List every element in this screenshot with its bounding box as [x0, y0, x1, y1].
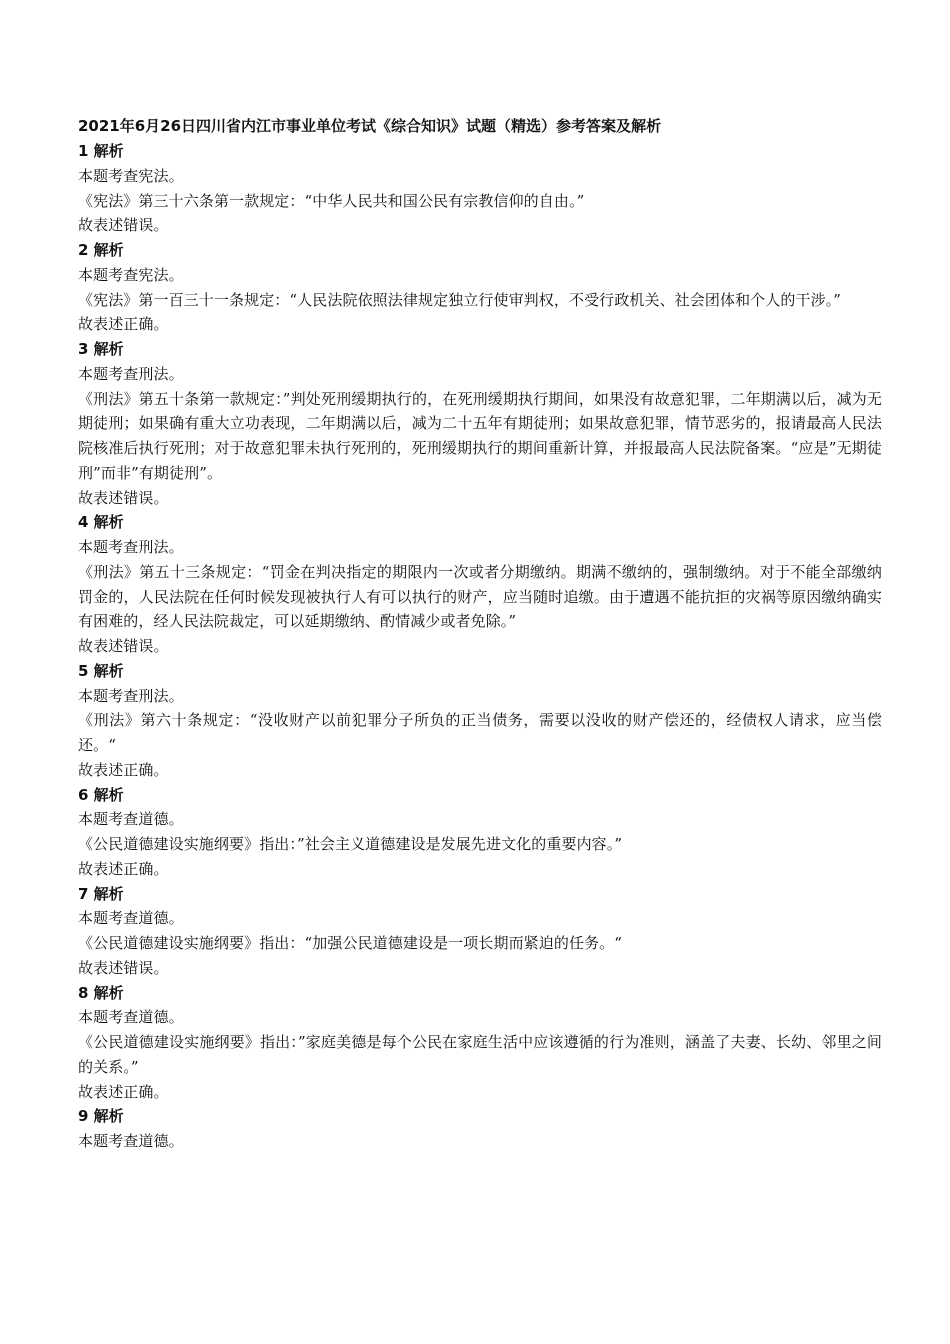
question-9-heading: 9 解析	[78, 1107, 124, 1126]
question-2-conclusion: 故表述正确。	[78, 315, 169, 334]
question-7-citation: 《公民道德建设实施纲要》指出：“加强公民道德建设是一项长期而紧迫的任务。“	[78, 934, 623, 952]
question-3-heading: 3 解析	[78, 340, 124, 358]
question-6-topic: 本题考查道德。	[78, 810, 184, 829]
question-2-heading: 2 解析	[78, 241, 124, 259]
question-6-heading: 6 解析	[78, 785, 124, 804]
question-4-citation: 《刑法》第五十三条规定：“罚金在判决指定的期限内一次或者分期缴纳。期满不缴纳的，强制缴纳。对于不能全部缴纳罚金的，人民法院在任何时候发现被执行人有可以执行的财产，应当随时追缴。由于遭遇不能抗拒的灾祸等原因缴纳确实有困难的，经人民法院裁定，可以延期缴纳、酌情减少或者免除。”	[78, 562, 882, 631]
question-7-topic: 本题考查道德。	[78, 909, 184, 928]
question-2-citation: 《宪法》第一百三十一条规定：“人民法院依照法律规定独立行使审判权，不受行政机关、社会团体和个人的干涉。”	[78, 290, 842, 309]
question-8-conclusion: 故表述正确。	[78, 1082, 169, 1101]
question-1-topic: 本题考查宪法。	[78, 166, 184, 185]
question-4-heading: 4 解析	[78, 513, 124, 532]
question-1-conclusion: 故表述错误。	[78, 216, 169, 235]
document-title: 2021年6月26日四川省内江市事业单位考试《综合知识》试题（精选）参考答案及解析	[78, 117, 662, 135]
question-1-heading: 1 解析	[78, 142, 124, 160]
question-8-citation: 《公民道德建设实施纲要》指出：”家庭美德是每个公民在家庭生活中应该遵循的行为准则，涵盖了夫妻、长幼、邻里之间的关系。”	[78, 1033, 882, 1076]
question-3-citation: 《刑法》第五十条第一款规定：”判处死刑缓期执行的，在死刑缓期执行期间，如果没有故意犯罪，二年期满以后，减为无期徒刑；如果确有重大立功表现，二年期满以后，减为二十五年有期徒刑；如果故意犯罪，情节恶劣的，报请最高人民法院核准后执行死刑；对于故意犯罪未执行死刑的，死刑缓期执行的期间重新计算，并报最高人民法院备案。“应是”无期徒刑”而非”有期徒刑”。	[78, 389, 882, 482]
document-body	[78, 114, 882, 1154]
question-7-conclusion: 故表述错误。	[78, 958, 169, 977]
question-2-topic: 本题考查宪法。	[78, 265, 184, 284]
question-9-topic: 本题考查道德。	[78, 1132, 184, 1150]
question-8-heading: 8 解析	[78, 983, 124, 1002]
question-6-citation: 《公民道德建设实施纲要》指出：”社会主义道德建设是发展先进文化的重要内容。”	[78, 835, 623, 853]
question-7-heading: 7 解析	[78, 884, 124, 903]
question-5-conclusion: 故表述正确。	[78, 760, 169, 779]
question-5-citation: 《刑法》第六十条规定：“没收财产以前犯罪分子所负的正当债务，需要以没收的财产偿还的，经债权人请求，应当偿还。“	[78, 711, 882, 754]
question-5-topic: 本题考查刑法。	[78, 686, 184, 705]
question-1-citation: 《宪法》第三十六条第一款规定：“中华人民共和国公民有宗教信仰的自由。”	[78, 191, 585, 210]
question-4-conclusion: 故表述错误。	[78, 637, 169, 655]
question-3-topic: 本题考查刑法。	[78, 364, 184, 383]
question-5-heading: 5 解析	[78, 661, 124, 680]
question-8-topic: 本题考查道德。	[78, 1008, 184, 1027]
question-4-topic: 本题考查刑法。	[78, 538, 184, 556]
question-3-conclusion: 故表述错误。	[78, 488, 169, 507]
question-6-conclusion: 故表述正确。	[78, 859, 169, 878]
